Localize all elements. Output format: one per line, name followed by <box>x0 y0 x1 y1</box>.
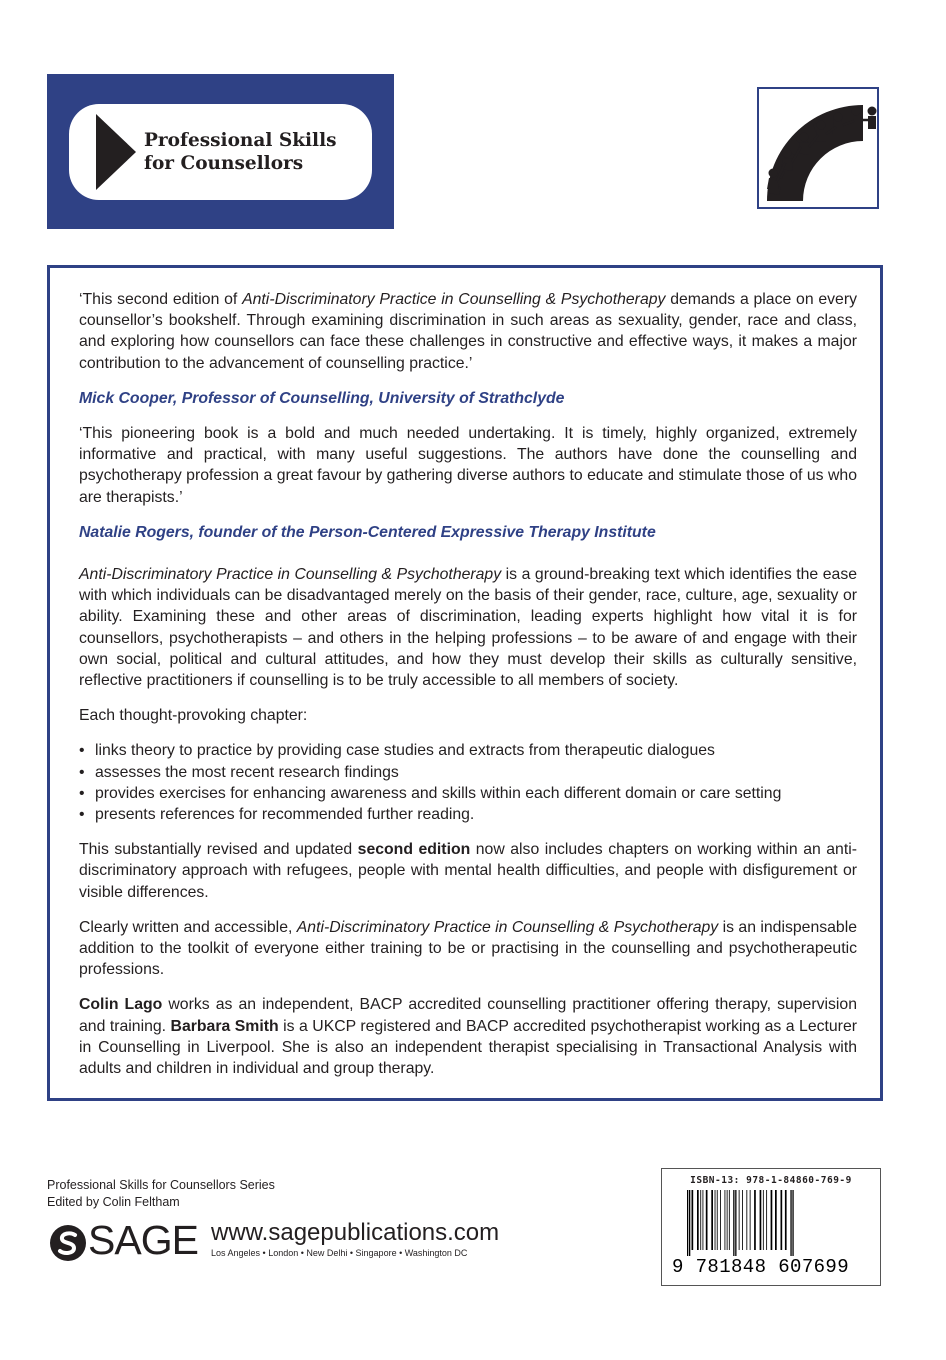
barcode-bar <box>746 1190 747 1250</box>
author-1-name: Colin Lago <box>79 996 163 1014</box>
quote-1-attribution: Mick Cooper, Professor of Counselling, University of Strathclyde <box>79 389 565 407</box>
play-triangle-icon <box>96 114 136 190</box>
quote-1-book-title: Anti-Discriminatory Practice in Counselling & Psychotherapy <box>242 291 666 308</box>
barcode-bar <box>700 1190 701 1250</box>
isbn-barcode <box>661 1168 881 1286</box>
accessible-book-title: Anti-Discriminatory Practice in Counselling & Psychotherapy <box>296 918 719 936</box>
author-1-bio: works as an independent, BACP accredited counselling practitioner offering therapy, supervision and training. <box>79 996 857 1035</box>
quote-2 <box>79 423 857 543</box>
edition-bold: second edition <box>357 841 471 859</box>
barcode-guard-bar <box>733 1190 734 1256</box>
list-item: • provides exercises for enhancing awareness and skills within each different domain or care setting <box>79 783 857 804</box>
isbn-label: ISBN-13: 978-1-84860-769-9 <box>690 1175 852 1186</box>
barcode-bar <box>742 1190 743 1250</box>
barcode-bar <box>766 1190 767 1250</box>
quote-1-lead: ‘This second edition of <box>79 291 243 308</box>
barcode-guard-bar <box>735 1190 736 1256</box>
description-text: is a ground-breaking text which identifies the ease with which individuals can be disadvantaged merely on the basis of their gender, race, culture, age, sexuality or ability. Examining these and other areas of discrimination, leading experts highlight how vital it is for counsellors, psychotherapists – and others in the helping professions – to be aware of and engage with their own social, political and cultural attitudes, and how they must develop their skills as culturally sensitive, reflective practitioners if counselling is to be truly accessible to all members of society. <box>79 566 857 690</box>
barcode-bar <box>725 1190 726 1250</box>
barcode-bar <box>729 1190 730 1250</box>
barcode-guard-bar <box>790 1190 791 1256</box>
series-title-line2: for Counsellors <box>144 153 304 174</box>
barcode-bar <box>711 1190 713 1250</box>
description-paragraph <box>79 564 857 691</box>
edition-paragraph <box>79 839 857 903</box>
barcode-bar <box>727 1190 728 1250</box>
barcode-digits: 9 781848 607699 <box>672 1256 850 1278</box>
barcode-bar <box>715 1190 716 1250</box>
publisher-url[interactable]: www.sagepublications.com <box>211 1219 500 1246</box>
chapter-intro: Each thought-provoking chapter: <box>79 707 308 725</box>
list-item: • assesses the most recent research findings <box>79 762 857 783</box>
quote-1-rest: demands a place on every counsellor’s bookshelf. Through examining discrimination in such areas as sexuality, gender, race and class, and exploring how counsellors can face these challenges in constructive and effective ways, it makes a major contribution to the advancement of counselling practice.’ <box>79 291 857 372</box>
edition-rest: now also includes chapters on working within an anti-discriminatory approach with refugees, people with mental health difficulties, and people with disfigurement or visible differences. <box>79 841 857 901</box>
barcode-bar <box>703 1190 704 1250</box>
author-2-name: Barbara Smith <box>170 1017 279 1035</box>
series-logo <box>757 87 879 209</box>
barcode-bar <box>720 1190 721 1250</box>
sage-s-logo-icon <box>49 1224 87 1262</box>
series-title-line1: Professional Skills <box>144 130 337 151</box>
footer-series-info <box>47 1177 275 1211</box>
accessible-paragraph <box>79 917 857 981</box>
barcode-bar <box>692 1190 694 1250</box>
accessible-lead: Clearly written and accessible, <box>79 918 297 936</box>
publisher-name: SAGE <box>88 1217 198 1263</box>
series-line: Professional Skills for Counsellors Series <box>47 1178 275 1192</box>
barcode-bar <box>760 1190 762 1250</box>
barcode-guard-bar <box>792 1190 793 1256</box>
barcode-bar <box>739 1190 740 1250</box>
series-title <box>144 129 337 175</box>
barcode-bar <box>750 1190 751 1250</box>
barcode-bar <box>775 1190 777 1250</box>
barcode-guard-bar <box>689 1190 690 1256</box>
quote-1 <box>79 289 857 409</box>
barcode-bars <box>673 1190 871 1256</box>
edition-lead: This substantially revised and updated <box>79 841 358 859</box>
author-2-bio: is a UKCP registered and BACP accredited psychotherapist working as a Lecturer in Counselling in Liverpool. She is also an independent therapist specialising in Transactional Analysis with adults and children in individual and group therapy. <box>79 1017 857 1078</box>
quote-2-attribution: Natalie Rogers, founder of the Person-Centered Expressive Therapy Institute <box>79 523 656 541</box>
barcode-guard-bar <box>687 1190 688 1256</box>
quote-1-text <box>79 289 857 374</box>
barcode-bar <box>771 1190 773 1250</box>
editor-line: Edited by Colin Feltham <box>47 1195 180 1209</box>
chapter-features-list <box>79 740 857 825</box>
series-badge <box>47 74 394 229</box>
barcode-bar <box>754 1190 756 1250</box>
list-item: • links theory to practice by providing case studies and extracts from therapeutic dialogues <box>79 740 857 761</box>
authors-paragraph <box>79 994 857 1079</box>
list-item: • presents references for recommended further reading. <box>79 804 857 825</box>
series-badge-pill <box>69 104 372 200</box>
description-book-title: Anti-Discriminatory Practice in Counselling & Psychotherapy <box>79 566 502 584</box>
barcode-bar <box>706 1190 708 1250</box>
accessible-rest: is an indispensable addition to the toolkit of everyone either training to be or practising in the counselling and psychotherapeutic professions. <box>79 918 857 979</box>
climbing-figures-gear-icon <box>759 89 877 207</box>
barcode-bar <box>697 1190 699 1250</box>
barcode-bar <box>763 1190 764 1250</box>
barcode-bar <box>717 1190 718 1250</box>
barcode-bar <box>785 1190 787 1250</box>
publisher-cities: Los Angeles • London • New Delhi • Singapore • Washington DC <box>211 1248 468 1258</box>
barcode-bar <box>781 1190 783 1250</box>
blurb-content <box>79 289 857 1093</box>
quote-2-text: ‘This pioneering book is a bold and much needed undertaking. It is timely, highly organized, extremely informative and practical, with many useful suggestions. The authors have done the counselling and psychotherapy profession a great favour by gathering diverse authors to educate and stimulate those of us who are therapists.’ <box>79 425 857 506</box>
